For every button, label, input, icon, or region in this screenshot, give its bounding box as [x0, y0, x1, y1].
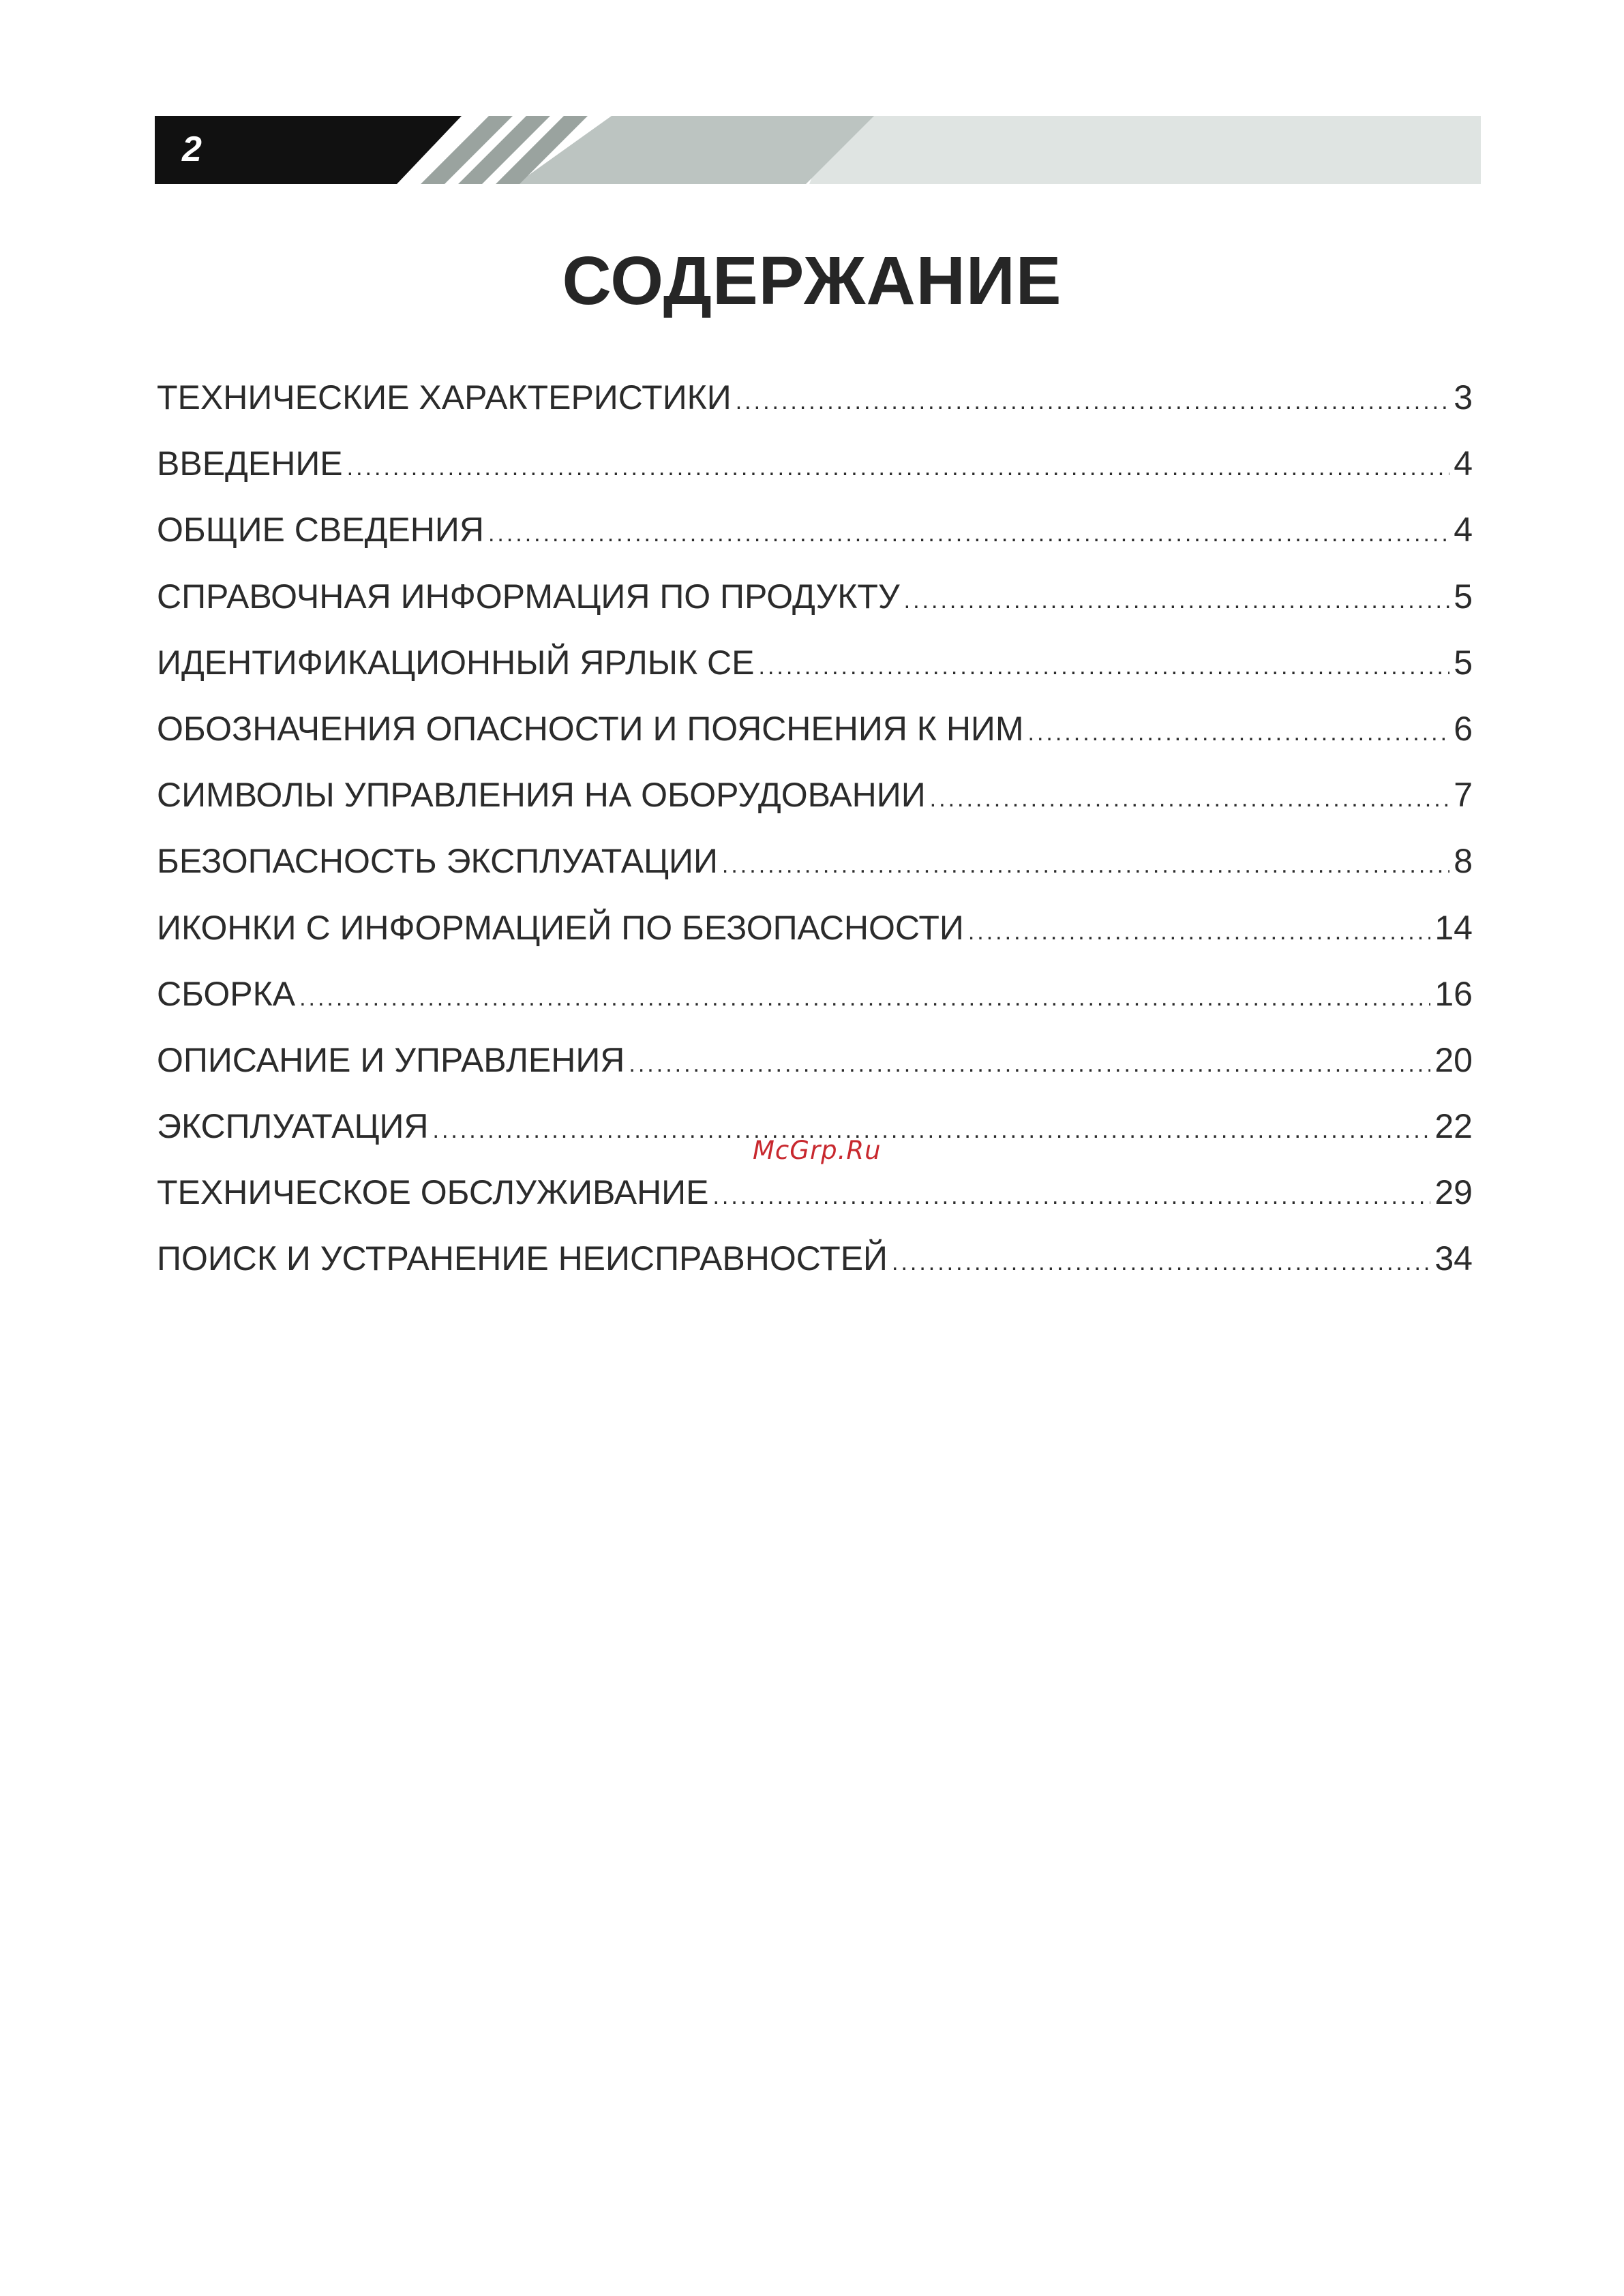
- toc-dot-leader: [722, 832, 1449, 898]
- toc-entry-page: 22: [1434, 1107, 1473, 1146]
- toc-entry-title: СИМВОЛЫ УПРАВЛЕНИЯ НА ОБОРУДОВАНИИ: [157, 776, 926, 815]
- watermark-text: McGrp.Ru: [753, 1136, 882, 1165]
- toc-entry-title: ТЕХНИЧЕСКИЕ ХАРАКТЕРИСТИКИ: [157, 378, 732, 417]
- toc-dot-leader: [488, 501, 1449, 567]
- toc-entry-title: ОБЩИЕ СВЕДЕНИЯ: [157, 511, 484, 549]
- toc-entry[interactable]: [157, 762, 1473, 828]
- toc-entry-page: 6: [1454, 709, 1473, 748]
- toc-entry-page: 4: [1454, 511, 1473, 549]
- header-stripes-graphic: [155, 116, 1481, 184]
- toc-entry[interactable]: [157, 828, 1473, 894]
- toc-dot-leader: [712, 1164, 1430, 1230]
- page-header-band: [155, 116, 1481, 184]
- toc-entry-page: 14: [1434, 908, 1473, 947]
- toc-dot-leader: [930, 766, 1450, 832]
- toc-entry-page: 3: [1454, 378, 1473, 417]
- toc-dot-leader: [347, 435, 1450, 501]
- toc-dot-leader: [968, 899, 1431, 965]
- toc-entry[interactable]: [157, 1226, 1473, 1292]
- toc-dot-leader: [433, 1098, 1431, 1164]
- toc-entry-title: СБОРКА: [157, 974, 296, 1013]
- toc-entry-page: 20: [1434, 1040, 1473, 1079]
- toc-dot-leader: [1028, 700, 1450, 766]
- toc-entry[interactable]: [157, 630, 1473, 696]
- toc-entry-title: ВВЕДЕНИЕ: [157, 444, 343, 483]
- toc-entry-title: ОПИСАНИЕ И УПРАВЛЕНИЯ: [157, 1040, 625, 1079]
- toc-entry-title: СПРАВОЧНАЯ ИНФОРМАЦИЯ ПО ПРОДУКТУ: [157, 577, 900, 616]
- toc-entry-page: 29: [1434, 1173, 1473, 1212]
- toc-entry-page: 5: [1454, 577, 1473, 616]
- toc-entry-title: ОБОЗНАЧЕНИЯ ОПАСНОСТИ И ПОЯСНЕНИЯ К НИМ: [157, 709, 1024, 748]
- toc-dot-leader: [904, 568, 1450, 634]
- page-number: 2: [182, 130, 202, 169]
- toc-entry[interactable]: [157, 1160, 1473, 1226]
- toc-dot-leader: [736, 369, 1449, 435]
- toc-entry-page: 16: [1434, 974, 1473, 1013]
- toc-entry[interactable]: [157, 564, 1473, 630]
- toc-entry-page: 34: [1434, 1239, 1473, 1278]
- toc-dot-leader: [892, 1230, 1430, 1296]
- page-title: СОДЕРЖАНИЕ: [562, 243, 1062, 319]
- toc-dot-leader: [299, 965, 1430, 1031]
- toc-entry[interactable]: [157, 365, 1473, 431]
- toc-entry-page: 8: [1454, 842, 1473, 881]
- toc-entry-title: ЭКСПЛУАТАЦИЯ: [157, 1107, 429, 1146]
- toc-entry[interactable]: [157, 696, 1473, 762]
- toc-entry-page: 5: [1454, 643, 1473, 682]
- toc-entry-page: 4: [1454, 444, 1473, 483]
- toc-entry[interactable]: [157, 431, 1473, 497]
- toc-entry-title: ТЕХНИЧЕСКОЕ ОБСЛУЖИВАНИЕ: [157, 1173, 709, 1212]
- toc-entry-title: БЕЗОПАСНОСТЬ ЭКСПЛУАТАЦИИ: [157, 842, 718, 881]
- toc-entry-title: ПОИСК И УСТРАНЕНИЕ НЕИСПРАВНОСТЕЙ: [157, 1239, 888, 1278]
- toc-entry-page: 7: [1454, 776, 1473, 815]
- toc-entry-title: ИДЕНТИФИКАЦИОННЫЙ ЯРЛЫК CE: [157, 643, 755, 682]
- toc-entry[interactable]: [157, 961, 1473, 1027]
- toc-dot-leader: [629, 1031, 1430, 1098]
- toc-dot-leader: [759, 634, 1450, 700]
- header-light-block: [809, 116, 1481, 184]
- toc-entry[interactable]: [157, 497, 1473, 563]
- toc-entry-title: ИКОНКИ С ИНФОРМАЦИЕЙ ПО БЕЗОПАСНОСТИ: [157, 908, 964, 947]
- toc-entry[interactable]: [157, 1027, 1473, 1093]
- toc-entry[interactable]: [157, 895, 1473, 961]
